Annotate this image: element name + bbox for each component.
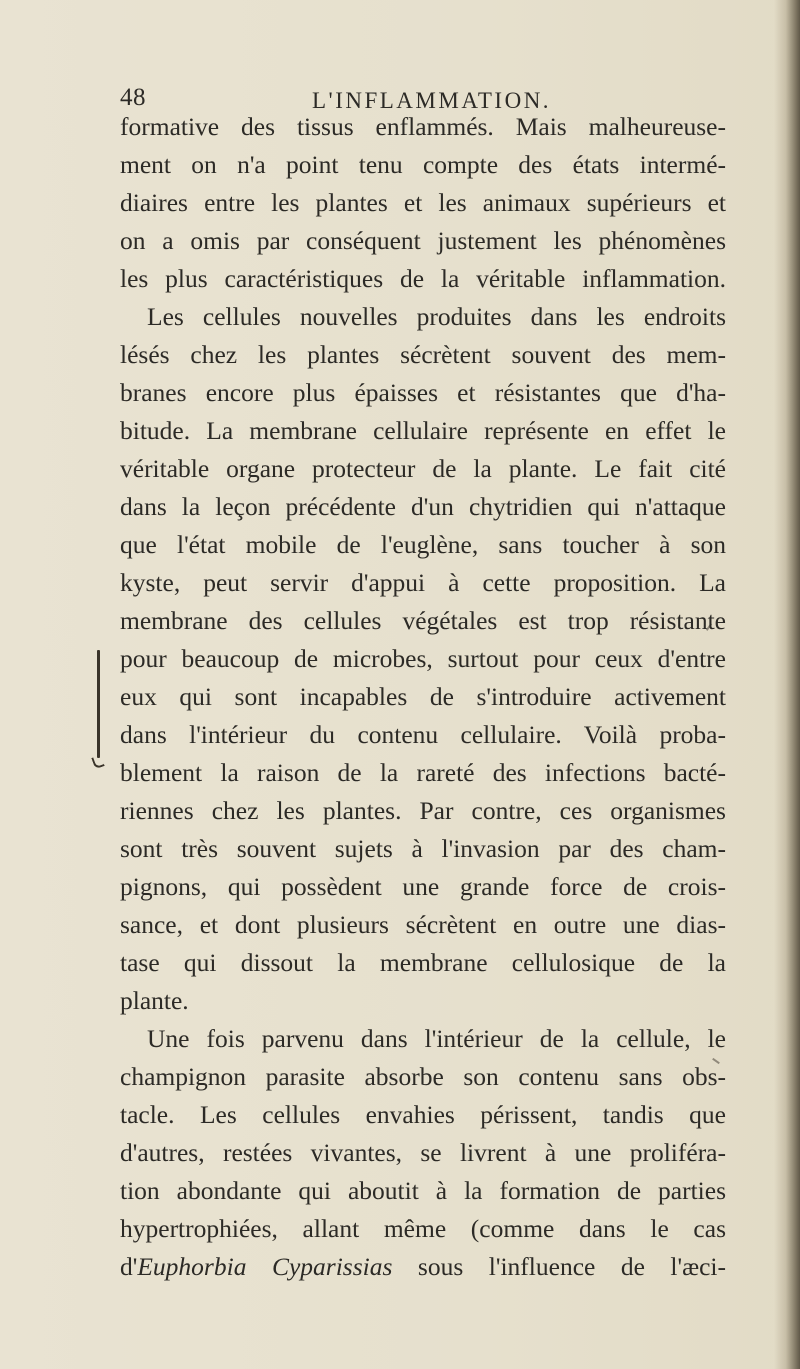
page-edge-shadow [774,0,800,1369]
text-fragment: sous l'influence de l'æci- [417,1252,727,1281]
text-line: que l'état mobile de l'euglène, sans toucher à son [120,530,726,559]
text-line-last [120,1248,726,1286]
text-line: formative des tissus enflammés. Mais malheureuse- [120,112,726,141]
text-line: bitude. La membrane cellulaire représente en effet le [120,416,726,445]
text-line: Une fois parvenu dans l'intérieur de la cellule, le [147,1024,726,1053]
text-line: tion abondante qui aboutit à la formation de parties [120,1176,726,1205]
margin-pencil-mark [97,650,100,758]
text-line: sont très souvent sujets à l'invasion par des cham- [120,834,726,863]
text-line: plante. [120,986,189,1015]
text-fragment: d' [120,1252,138,1281]
text-line: les plus caractéristiques de la véritable inflammation. [120,264,726,293]
margin-pencil-hook [91,755,105,770]
text-line: branes encore plus épaisses et résistantes que d'ha- [120,378,726,407]
text-line: sance, et dont plusieurs sécrètent en outre une dias- [120,910,726,939]
text-line: Les cellules nouvelles produites dans les endroits [147,302,726,331]
text-line: riennes chez les plantes. Par contre, ces organismes [120,796,726,825]
text-line: eux qui sont incapables de s'introduire activement [120,682,726,711]
text-line: d'autres, restées vivantes, se livrent à une proliféra- [120,1138,726,1167]
species-name: Euphorbia Cyparissias [137,1252,393,1281]
text-line: champignon parasite absorbe son contenu sans obs- [120,1062,726,1091]
text-line: blement la raison de la rareté des infections bacté- [120,758,726,787]
running-title: L'INFLAMMATION. [312,88,552,113]
text-line: dans l'intérieur du contenu cellulaire. Voilà proba- [120,720,726,749]
text-line: diaires entre les plantes et les animaux supérieurs et [120,188,726,217]
text-line: membrane des cellules végétales est trop résistante [120,606,726,635]
text-line: pour beaucoup de microbes, surtout pour ceux d'entre [120,644,726,673]
text-line: on a omis par conséquent justement les phénomènes [120,226,726,255]
page-number: 48 [120,84,146,111]
text-line: dans la leçon précédente d'un chytridien qui n'attaque [120,492,726,521]
text-line: ment on n'a point tenu compte des états intermé- [120,150,726,179]
text-line: pignons, qui possèdent une grande force de crois- [120,872,726,901]
text-line: kyste, peut servir d'appui à cette proposition. La [120,568,726,597]
text-line: tase qui dissout la membrane cellulosique de la [120,948,726,977]
text-line: tacle. Les cellules envahies périssent, tandis que [120,1100,726,1129]
text-line: véritable organe protecteur de la plante. Le fait cité [120,454,726,483]
text-line: hypertrophiées, allant même (comme dans le cas [120,1214,726,1243]
text-line: lésés chez les plantes sécrètent souvent des mem- [120,340,726,369]
